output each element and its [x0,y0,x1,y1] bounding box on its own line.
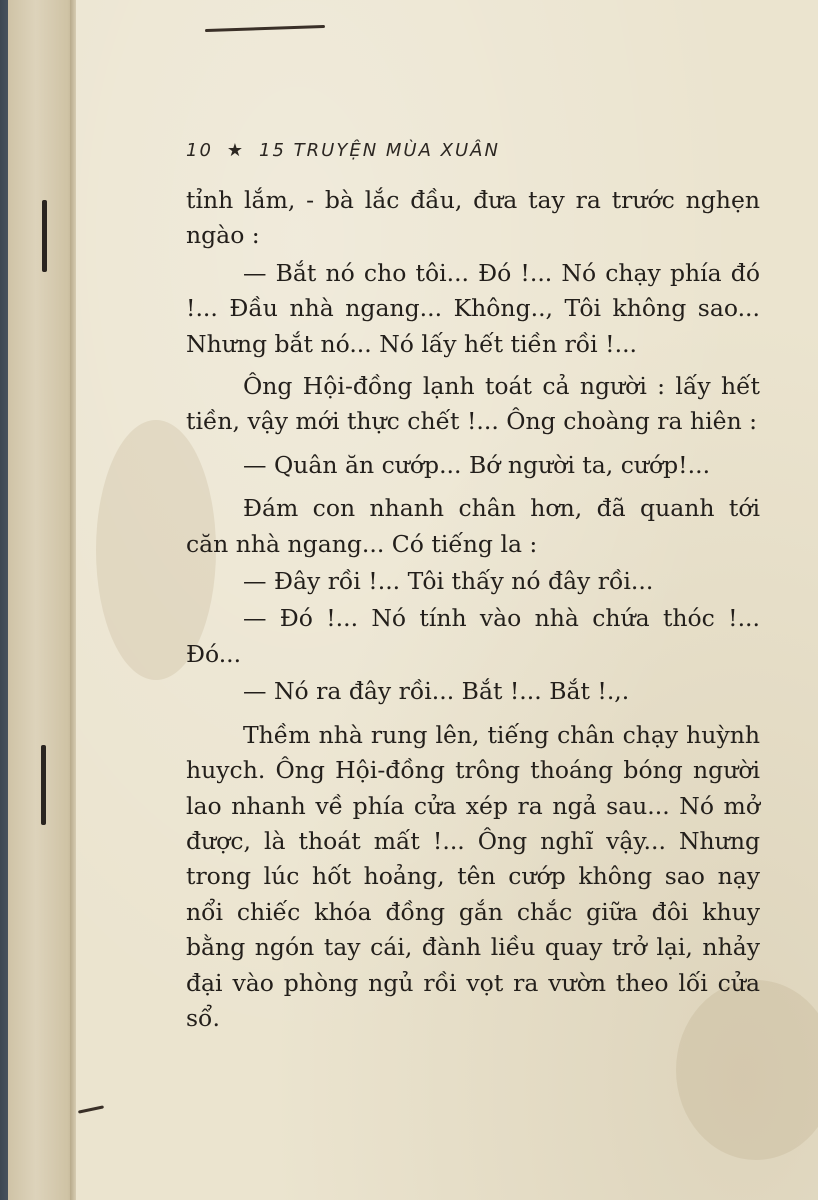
dialogue-line: — Bắt nó cho tôi... Đó !... Nó chạy phía đó !... Đầu nhà ngang... Không.., Tôi không sao... Nhưng bắt nó... Nó lấy hết tiền rồi !... [186,258,760,358]
dialogue-line: — Nó ra đây rồi... Bắt !... Bắt !.,. [243,677,630,706]
paragraph: Đám con nhanh chân hơn, đã quanh tới căn nhà ngang... Có tiếng la : [186,494,760,558]
dialogue-line: — Đó !... Nó tính vào nhà chứa thóc !... Đó... [186,604,760,668]
paragraph: Ông Hội-đồng lạnh toát cả người : lấy hết tiền, vậy mới thực chết !... Ông choàng ra hiên : [186,372,760,436]
body-text [186,183,760,1036]
dialogue-line: — Quân ăn cướp... Bớ người ta, cướp!... [243,450,711,479]
binding-mark [42,200,47,272]
paragraph: tỉnh lắm, - bà lắc đầu, đưa tay ra trước nghẹn ngào : [186,186,760,250]
running-header [186,140,500,161]
page-number: 10 [186,140,213,161]
book-title: 15 TRUYỆN MÙA XUÂN [259,140,500,161]
star-icon: ★ [226,140,246,161]
binding-mark [41,745,46,825]
dialogue-line: — Đây rồi !... Tôi thấy nó đây rồi... [243,567,654,596]
previous-page-edge [8,0,78,1200]
paragraph: Thềm nhà rung lên, tiếng chân chạy huỳnh huych. Ông Hội-đồng trông thoáng bóng người lao nhanh về phía cửa xép ra ngả sau... Nó mở được, là thoát mất !... Ông nghĩ vậy... Nhưng trong lúc hốt hoảng, tên cướp không sao nạy nổi chiếc khóa đồng gắn chắc giữa đôi khuy bằng ngón tay cái, đành liều quay trở lại, nhảy đại vào phòng ngủ rồi vọt ra vườn theo lối cửa sổ. [186,720,760,1032]
